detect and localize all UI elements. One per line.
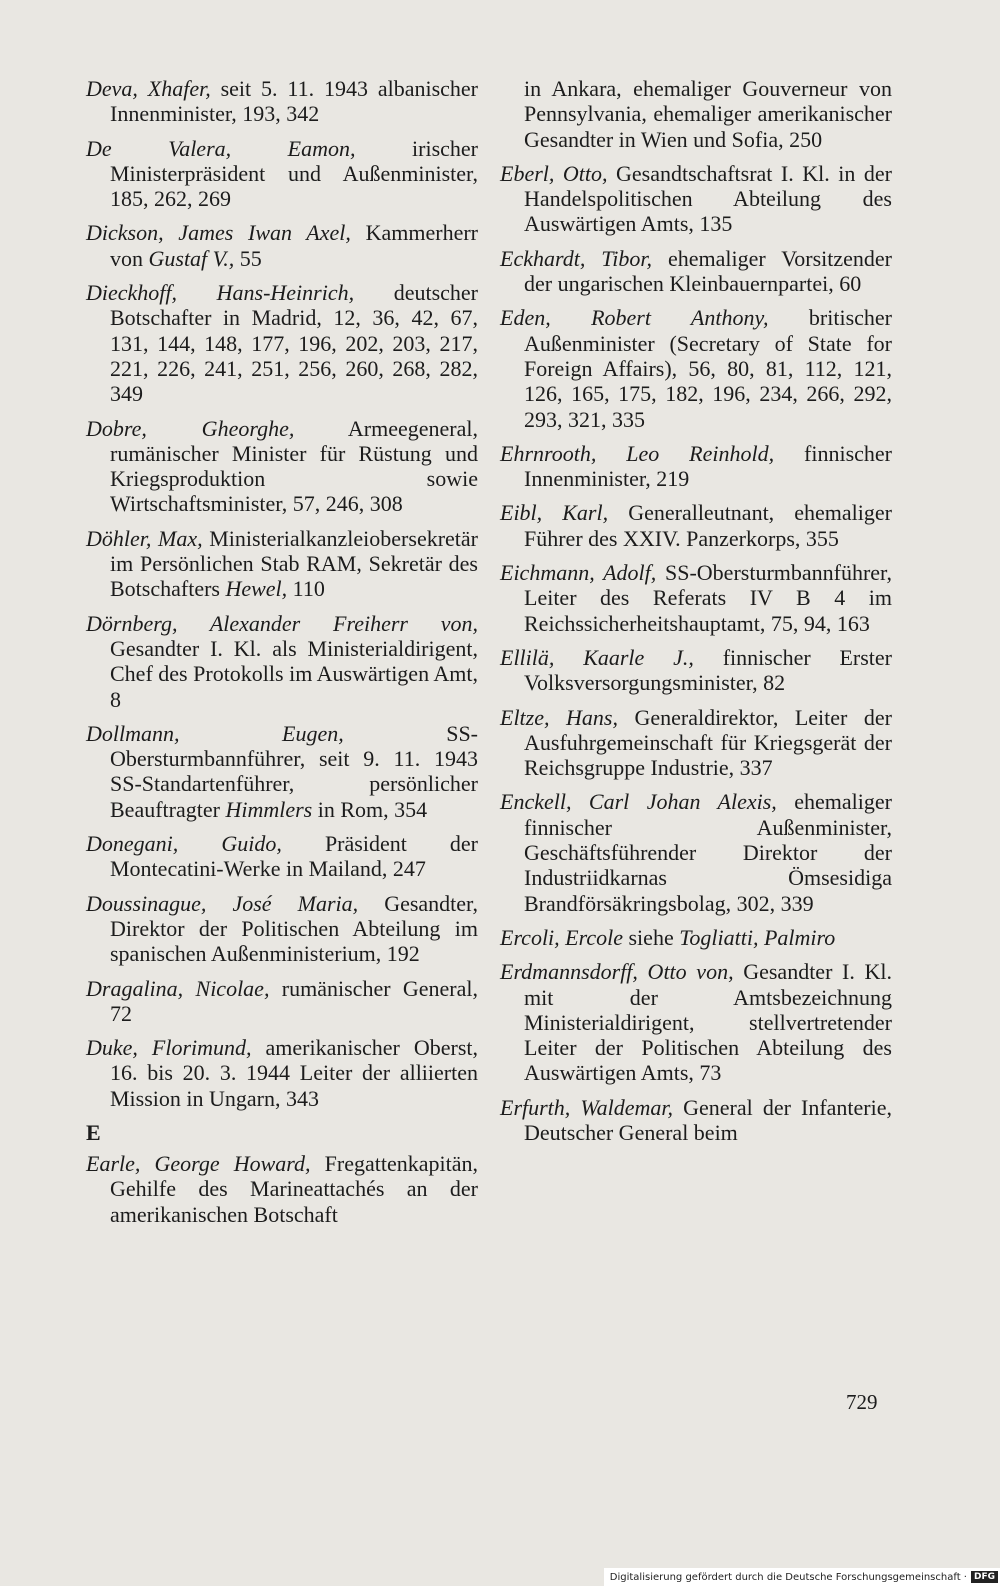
index-entry bbox=[86, 831, 478, 882]
entry-name: Dobre, Gheorghe, bbox=[86, 415, 295, 441]
entry-description: rumänischer General, 72 bbox=[110, 975, 478, 1026]
index-entry bbox=[500, 959, 892, 1085]
index-entry bbox=[500, 161, 892, 237]
index-entry bbox=[500, 441, 892, 492]
entry-description: amerikanischer Oberst, 16. bis 20. 3. 1944 Leiter der alliierten Mission in Ungarn, 343 bbox=[110, 1035, 479, 1111]
entry-reference: Gustaf V., bbox=[148, 245, 235, 271]
entry-name: Eichmann, Adolf, bbox=[500, 560, 657, 586]
entry-name: Ehrnrooth, Leo Reinhold, bbox=[500, 440, 775, 466]
index-entry bbox=[86, 976, 478, 1027]
entry-reference: Hewel, bbox=[225, 576, 288, 602]
index-entry bbox=[86, 76, 478, 127]
entry-pages: 55 bbox=[234, 245, 262, 271]
entry-description: finnischer Erster Volksversorgungsminister, 82 bbox=[524, 644, 893, 696]
right-entries bbox=[500, 161, 892, 1145]
left-column bbox=[86, 76, 478, 1236]
entry-description: britischer Außenminister (Secretary of State for Foreign Affairs), 56, 80, 81, 112, 121, 126, 165, 175, 182, 196, 234, 266, 292, 293, 321, 335 bbox=[524, 305, 892, 432]
entry-name: Eibl, Karl, bbox=[500, 500, 609, 526]
entry-name: Dörnberg, Alexander Freiherr von, bbox=[86, 610, 478, 636]
entry-name: Eden, Robert Anthony, bbox=[500, 305, 769, 331]
entry-name: De Valera, Eamon, bbox=[86, 135, 356, 161]
index-entry bbox=[500, 645, 892, 696]
entry-pages: 110 bbox=[287, 576, 325, 602]
entry-description: Armeegeneral, rumänischer Minister für Rüstung und Kriegsproduktion sowie Wirtschaftsminister, 57, 246, 308 bbox=[110, 415, 478, 517]
index-entry bbox=[86, 1035, 478, 1111]
index-entry bbox=[86, 280, 478, 406]
right-column bbox=[500, 76, 892, 1154]
entry-name: Ellilä, Kaarle J., bbox=[500, 644, 694, 670]
entry-name: Erfurth, Waldemar, bbox=[500, 1094, 674, 1120]
index-entry bbox=[86, 526, 478, 602]
entry-description: Generalleutnant, ehemaliger Führer des XXIV. Panzerkorps, 355 bbox=[524, 500, 892, 551]
index-entry bbox=[500, 500, 892, 551]
entry-description: irischer Ministerpräsident und Außenminister, 185, 262, 269 bbox=[110, 135, 479, 212]
continued-entry: in Ankara, ehemaliger Gouverneur von Pennsylvania, ehemaliger amerikanischer Gesandter in Wien und Sofia, 250 bbox=[524, 76, 892, 152]
page-number: 729 bbox=[846, 1390, 878, 1414]
index-entry bbox=[500, 246, 892, 297]
entry-description: finnischer Innenminister, 219 bbox=[524, 440, 892, 492]
entry-description: Präsident der Montecatini-Werke in Mailand, 247 bbox=[110, 831, 479, 882]
entry-description: Gesandter, Direktor der Politischen Abteilung im spanischen Außenministerium, 192 bbox=[110, 890, 478, 967]
index-entry bbox=[500, 789, 892, 915]
entry-name: Deva, Xhafer, bbox=[86, 76, 211, 101]
digitization-footer bbox=[604, 1568, 1000, 1586]
entry-description: ehemaliger finnischer Außenminister, Geschäftsführender Direktor der Industriidkarnas Ömsesidiga Brandförsäkringsbolag, 302, 339 bbox=[524, 789, 892, 916]
index-entry bbox=[500, 705, 892, 781]
entry-name: Enckell, Carl Johan Alexis, bbox=[500, 789, 777, 815]
entry-description: ehemaliger Vorsitzender der ungarischen Kleinbauernpartei, 60 bbox=[524, 245, 892, 297]
entry-pages: in Rom, 354 bbox=[312, 796, 428, 822]
index-entry bbox=[500, 1095, 892, 1146]
index-entry bbox=[86, 1151, 478, 1227]
entry-name: Duke, Florimund, bbox=[86, 1035, 252, 1061]
entry-description: Fregattenkapitän, Gehilfe des Marineattachés an der amerikanischen Botschaft bbox=[110, 1150, 478, 1227]
index-entry bbox=[500, 560, 892, 636]
footer-text: Digitalisierung gefördert durch die Deutsche Forschungsgemeinschaft · bbox=[609, 1571, 967, 1583]
entry-description: Kammerherr von bbox=[110, 220, 478, 271]
entry-name: Eltze, Hans, bbox=[500, 704, 618, 730]
entry-description: SS-Obersturmbannführer, Leiter des Referats IV B 4 im Reichssicherheitshauptamt, 75, 94, 163 bbox=[524, 560, 893, 636]
entry-name: Earle, George Howard, bbox=[86, 1150, 311, 1176]
entry-description: Gesandter I. Kl. mit der Amtsbezeichnung Ministerialdirigent, stellvertretender Leiter der Politischen Abteilung des Auswärtigen Amts, 73 bbox=[524, 959, 892, 1086]
entry-description: SS-Obersturmbannführer, seit 9. 11. 1943 SS-Standartenführer, persönlicher Beauftragter bbox=[110, 720, 478, 822]
entry-name: Erdmannsdorff, Otto von, bbox=[500, 959, 734, 985]
entry-description: siehe bbox=[623, 924, 680, 950]
left-entries bbox=[86, 76, 478, 1111]
entry-description: Generaldirektor, Leiter der Ausfuhrgemeinschaft für Kriegsgerät der Reichsgruppe Industrie, 337 bbox=[524, 704, 892, 781]
left-entries-e bbox=[86, 1151, 478, 1227]
entry-description: General der Infanterie, Deutscher General beim bbox=[524, 1094, 892, 1145]
entry-description: Gesandtschaftsrat I. Kl. in der Handelspolitischen Abteilung des Auswärtigen Amts, 135 bbox=[524, 160, 892, 237]
entry-description: deutscher Botschafter in Madrid, 12, 36, 42, 67, 131, 144, 148, 177, 196, 202, 203, 217, 221, 226, 241, 251, 256, 260, 268, 282, 349 bbox=[110, 280, 479, 407]
entry-name: Doussinague, José Maria, bbox=[86, 890, 359, 916]
index-entry bbox=[500, 305, 892, 431]
index-entry bbox=[86, 136, 478, 212]
entry-name: Döhler, Max, bbox=[86, 525, 203, 551]
entry-name: Ercoli, Ercole bbox=[500, 924, 623, 950]
index-entry bbox=[86, 611, 478, 712]
entry-name: Eckhardt, Tibor, bbox=[500, 245, 653, 271]
index-entry bbox=[86, 721, 478, 822]
index-entry bbox=[86, 220, 478, 271]
index-entry bbox=[86, 891, 478, 967]
entry-reference: Himmlers bbox=[225, 796, 313, 822]
dfg-logo: DFG bbox=[971, 1571, 998, 1583]
entry-description: seit 5. 11. 1943 albanischer Innenminister, 193, 342 bbox=[110, 76, 479, 127]
entry-description: Ministerialkanzleiobersekretär im Persönlichen Stab RAM, Sekretär des Botschafters bbox=[110, 525, 478, 602]
entry-reference: Togliatti, Palmiro bbox=[679, 924, 836, 950]
entry-name: Dickson, James Iwan Axel, bbox=[86, 220, 351, 246]
entry-name: Eberl, Otto, bbox=[500, 160, 608, 186]
index-entry bbox=[500, 925, 892, 950]
entry-name: Donegani, Guido, bbox=[86, 831, 282, 857]
entry-name: Dragalina, Nicolae, bbox=[86, 975, 270, 1001]
entry-name: Dieckhoff, Hans-Heinrich, bbox=[86, 280, 355, 306]
entry-description: Gesandter I. Kl. als Ministerialdirigent, Chef des Protokolls im Auswärtigen Amt, 8 bbox=[110, 635, 478, 712]
entry-name: Dollmann, Eugen, bbox=[86, 720, 344, 746]
index-entry bbox=[86, 416, 478, 517]
section-letter: E bbox=[86, 1119, 101, 1145]
